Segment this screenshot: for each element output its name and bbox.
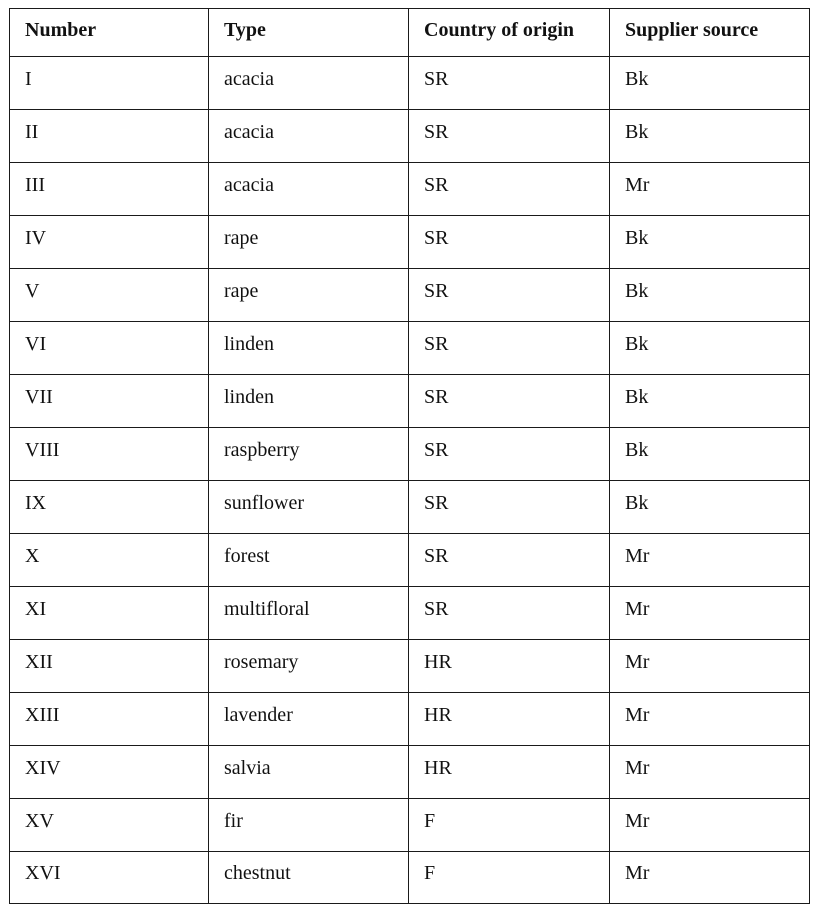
cell-country: SR: [409, 534, 610, 587]
header-number: Number: [10, 9, 209, 57]
cell-supplier: Bk: [610, 322, 810, 375]
header-supplier-source: Supplier source: [610, 9, 810, 57]
cell-number: XVI: [10, 852, 209, 904]
cell-type: sunflower: [209, 481, 409, 534]
cell-type: salvia: [209, 746, 409, 799]
cell-type: linden: [209, 375, 409, 428]
cell-supplier: Bk: [610, 375, 810, 428]
cell-number: V: [10, 269, 209, 322]
cell-supplier: Mr: [610, 640, 810, 693]
table-header: [10, 9, 810, 57]
cell-supplier: Mr: [610, 746, 810, 799]
cell-country: SR: [409, 322, 610, 375]
table-row: [10, 587, 810, 640]
cell-number: X: [10, 534, 209, 587]
cell-type: acacia: [209, 57, 409, 110]
cell-supplier: Mr: [610, 163, 810, 216]
cell-type: multifloral: [209, 587, 409, 640]
cell-country: SR: [409, 587, 610, 640]
cell-type: rape: [209, 216, 409, 269]
cell-type: chestnut: [209, 852, 409, 904]
table-row: [10, 269, 810, 322]
table-row: [10, 375, 810, 428]
cell-number: IV: [10, 216, 209, 269]
cell-country: SR: [409, 216, 610, 269]
header-type: Type: [209, 9, 409, 57]
header-row: [10, 9, 810, 57]
cell-country: SR: [409, 163, 610, 216]
cell-number: XII: [10, 640, 209, 693]
cell-type: fir: [209, 799, 409, 852]
cell-type: rosemary: [209, 640, 409, 693]
cell-country: HR: [409, 640, 610, 693]
cell-supplier: Mr: [610, 799, 810, 852]
cell-type: acacia: [209, 163, 409, 216]
table-row: [10, 693, 810, 746]
table-row: [10, 322, 810, 375]
cell-type: rape: [209, 269, 409, 322]
table-row: [10, 640, 810, 693]
cell-number: VIII: [10, 428, 209, 481]
cell-type: lavender: [209, 693, 409, 746]
cell-number: XIV: [10, 746, 209, 799]
honey-samples-table-container: [9, 8, 809, 904]
table-row: [10, 110, 810, 163]
cell-type: acacia: [209, 110, 409, 163]
cell-number: IX: [10, 481, 209, 534]
honey-samples-table: [9, 8, 810, 904]
header-country-of-origin: Country of origin: [409, 9, 610, 57]
cell-number: VI: [10, 322, 209, 375]
cell-number: III: [10, 163, 209, 216]
cell-country: SR: [409, 375, 610, 428]
cell-number: I: [10, 57, 209, 110]
cell-number: XV: [10, 799, 209, 852]
cell-country: HR: [409, 693, 610, 746]
table-row: [10, 852, 810, 904]
cell-supplier: Bk: [610, 110, 810, 163]
cell-number: XI: [10, 587, 209, 640]
cell-country: SR: [409, 57, 610, 110]
cell-number: II: [10, 110, 209, 163]
cell-country: F: [409, 799, 610, 852]
cell-supplier: Mr: [610, 534, 810, 587]
table-row: [10, 216, 810, 269]
cell-type: linden: [209, 322, 409, 375]
cell-supplier: Mr: [610, 587, 810, 640]
table-row: [10, 534, 810, 587]
table-row: [10, 799, 810, 852]
cell-supplier: Bk: [610, 428, 810, 481]
table-row: [10, 481, 810, 534]
cell-country: SR: [409, 269, 610, 322]
table-row: [10, 163, 810, 216]
table-body: [10, 57, 810, 904]
cell-type: raspberry: [209, 428, 409, 481]
cell-country: SR: [409, 481, 610, 534]
cell-supplier: Bk: [610, 269, 810, 322]
cell-country: HR: [409, 746, 610, 799]
cell-supplier: Bk: [610, 57, 810, 110]
cell-country: SR: [409, 428, 610, 481]
table-row: [10, 746, 810, 799]
cell-country: F: [409, 852, 610, 904]
cell-number: XIII: [10, 693, 209, 746]
cell-supplier: Bk: [610, 216, 810, 269]
cell-number: VII: [10, 375, 209, 428]
cell-supplier: Mr: [610, 693, 810, 746]
table-row: [10, 428, 810, 481]
cell-supplier: Mr: [610, 852, 810, 904]
cell-supplier: Bk: [610, 481, 810, 534]
cell-country: SR: [409, 110, 610, 163]
table-row: [10, 57, 810, 110]
cell-type: forest: [209, 534, 409, 587]
